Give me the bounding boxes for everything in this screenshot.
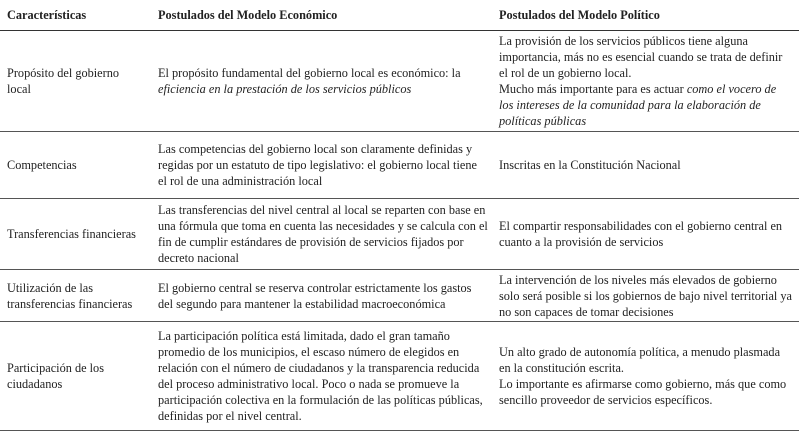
row-political: El compartir responsabilidades con el gobierno central en cuanto a la provisión de servicios <box>499 219 783 249</box>
political-paragraph: Mucho más importante para es actuar como el vocero de los intereses de la comunidad para la elaboración de políticas públicas <box>499 82 777 128</box>
political-paragraph: Un alto grado de autonomía política, a menudo plasmada en la constitución escrita. <box>499 345 781 375</box>
table-row <box>0 132 799 199</box>
row-economic: Las transferencias del nivel central al local se reparten con base en una fórmula que toma en cuenta las necesidades y se calcula con el fin de cumplir estándares de provisión de servicios fijados por decreto nacional <box>158 203 488 265</box>
table-header-row <box>0 0 799 31</box>
header-characteristics: Características <box>7 8 87 22</box>
row-economic <box>158 31 488 131</box>
economic-italic: eficiencia en la prestación de los servicios públicos <box>158 82 412 96</box>
row-characteristic: Utilización de las transferencias financieras <box>7 280 133 311</box>
header-economic-model: Postulados del Modelo Económico <box>158 8 338 22</box>
table-row <box>0 31 799 132</box>
row-political <box>499 322 793 430</box>
row-political <box>499 31 793 131</box>
row-economic: Las competencias del gobierno local son claramente definidas y regidas por un estatuto de tipo legislativo: el gobierno local tiene el rol de una administración local <box>158 142 477 188</box>
row-political: La intervención de los niveles más elevados de gobierno solo será posible si los gobiernos de bajo nivel territorial ya no son capaces de tomar decisiones <box>499 272 793 319</box>
row-political: Inscritas en la Constitución Nacional <box>499 158 681 172</box>
economic-text: El propósito fundamental del gobierno local es económico: la <box>158 66 461 80</box>
row-characteristic: Competencias <box>7 158 77 172</box>
row-characteristic: Participación de los ciudadanos <box>7 361 104 391</box>
row-characteristic: Propósito del gobierno local <box>7 66 120 96</box>
row-economic: El gobierno central se reserva controlar estrictamente los gastos del segundo para mantener la estabilidad macroeconómica <box>158 280 472 311</box>
row-characteristic: Transferencias financieras <box>7 227 136 241</box>
row-economic: La participación política está limitada, dado el gran tamaño promedio de los municipios, el escaso número de elegidos en relación con el número de ciudadanos y la transparencia reducida del proceso administrativo local. Poco o nada se promueve la participación colectiva en la formulación de las políticas públicas, definidas por el nivel central. <box>158 329 483 423</box>
table-row <box>0 270 799 322</box>
table-row <box>0 199 799 270</box>
political-paragraph: Lo importante es afirmarse como gobierno, más que como sencillo proveedor de servicios específicos. <box>499 377 787 407</box>
political-paragraph: La provisión de los servicios públicos tiene alguna importancia, más no es esencial cuando se trata de definir el rol de un gobierno local. <box>499 34 783 80</box>
table-row <box>0 322 799 431</box>
header-political-model: Postulados del Modelo Político <box>499 8 660 22</box>
